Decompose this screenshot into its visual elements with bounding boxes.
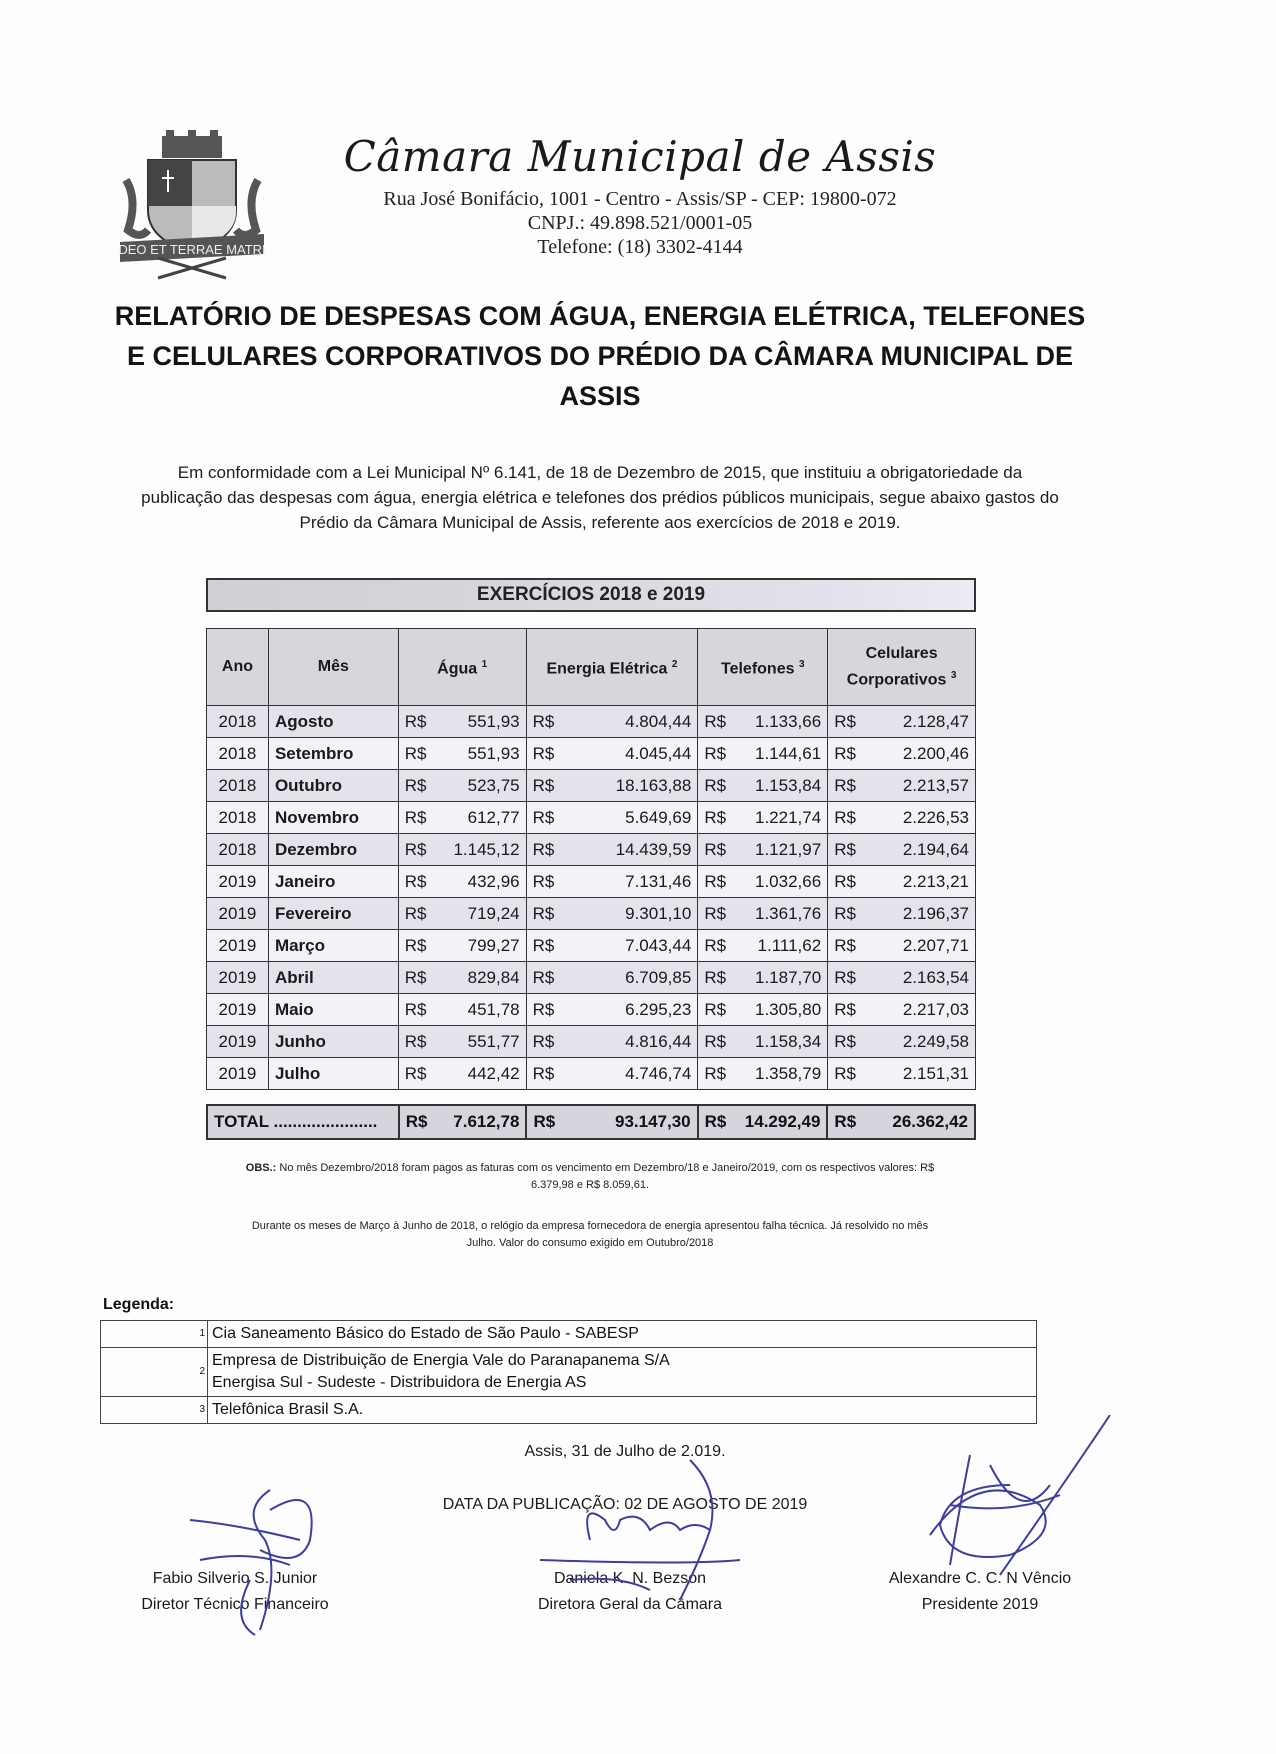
table-row: [207, 802, 976, 834]
signature-scribble-icon: [160, 1470, 360, 1640]
legend-ref: 3: [101, 1397, 208, 1424]
currency-symbol: R$: [704, 1112, 727, 1131]
total-value: 7.612,78: [453, 1112, 520, 1131]
cell-value: 451,78: [467, 999, 520, 1019]
footnote-ref: 2: [671, 658, 678, 670]
cell-value: 1.144,61: [755, 743, 822, 763]
cell-celulares: [828, 866, 976, 898]
currency-symbol: R$: [404, 743, 427, 763]
cell-value: 1.153,84: [755, 775, 822, 795]
note-text: Julho. Valor do consumo exigido em Outubro/2018: [466, 1237, 714, 1249]
table-row: [207, 994, 976, 1026]
currency-symbol: R$: [404, 839, 427, 859]
cell-telefones: [698, 706, 828, 738]
cell-value: 2.200,46: [902, 743, 969, 763]
currency-symbol: R$: [404, 1031, 427, 1051]
cell-agua: [398, 706, 526, 738]
cell-energia: [526, 738, 698, 770]
currency-symbol: R$: [404, 871, 427, 891]
currency-symbol: R$: [532, 839, 555, 859]
cell-celulares: [828, 834, 976, 866]
cell-energia: [526, 834, 698, 866]
currency-symbol: R$: [404, 807, 427, 827]
legend-text: Cia Saneamento Básico do Estado de São Paulo - SABESP: [208, 1321, 1037, 1348]
cell-value: 2.217,03: [902, 999, 969, 1019]
cell-value: 2.249,58: [902, 1031, 969, 1051]
signatory-name: Alexandre C. C. N Vêncio: [888, 1570, 1072, 1587]
signatory-role: Diretor Técnico Financeiro: [141, 1596, 329, 1613]
cell-value: 551,93: [467, 743, 520, 763]
currency-symbol: R$: [834, 871, 856, 891]
table-row: [207, 770, 976, 802]
currency-symbol: R$: [834, 999, 856, 1019]
signatory-name: Fabio Silverio S. Junior: [152, 1570, 318, 1587]
cell-mes: Junho: [268, 1026, 398, 1058]
currency-symbol: R$: [704, 743, 727, 763]
table-caption: EXERCÍCIOS 2018 e 2019: [206, 578, 976, 612]
column-header-agua: [398, 629, 526, 706]
cell-telefones: [698, 1026, 828, 1058]
currency-symbol: R$: [704, 1031, 727, 1051]
cell-value: 1.133,66: [755, 711, 822, 731]
cell-ano: 2019: [207, 930, 269, 962]
cell-ano: 2018: [207, 738, 269, 770]
cell-value: 7.131,46: [625, 871, 692, 891]
cell-mes: Março: [268, 930, 398, 962]
currency-symbol: R$: [404, 903, 427, 923]
cell-agua: [398, 930, 526, 962]
cell-value: 4.746,74: [625, 1063, 692, 1083]
cell-telefones: [698, 770, 828, 802]
cell-celulares: [828, 1026, 976, 1058]
cell-value: 2.226,53: [902, 807, 969, 827]
currency-symbol: R$: [704, 1063, 727, 1083]
organization-phone: Telefone: (18) 3302-4144: [537, 236, 743, 258]
cell-value: 1.221,74: [755, 807, 822, 827]
cell-value: 14.439,59: [615, 839, 692, 859]
currency-symbol: R$: [704, 967, 727, 987]
legend-line: Energisa Sul - Sudeste - Distribuidora de Energia AS: [212, 1374, 587, 1391]
coat-of-arms-logo: [118, 130, 266, 280]
cell-celulares: [828, 994, 976, 1026]
obs-text: No mês Dezembro/2018 foram pagos as faturas com os vencimento em Dezembro/18 e Janeiro/2019, com os respectivos valores: R$: [276, 1162, 935, 1174]
cell-value: 9.301,10: [625, 903, 692, 923]
report-title: [100, 296, 1100, 416]
currency-symbol: R$: [532, 935, 555, 955]
intro-line: Em conformidade com a Lei Municipal Nº 6.141, de 18 de Dezembro de 2015, que instituiu a obrigatoriedade da: [177, 463, 1023, 482]
total-row-table: [206, 1104, 976, 1140]
cell-value: 829,84: [467, 967, 520, 987]
cell-mes: Agosto: [268, 706, 398, 738]
intro-paragraph: [100, 460, 1100, 535]
energy-failure-note: [200, 1218, 980, 1252]
cell-energia: [526, 930, 698, 962]
cell-agua: [398, 738, 526, 770]
cell-agua: [398, 1058, 526, 1090]
logo-motto: DEO ET TERRAE MATRI: [118, 242, 266, 257]
table-row: [207, 898, 976, 930]
column-header-label: Corporativos: [846, 671, 947, 689]
cell-value: 1.111,62: [757, 935, 822, 955]
total-value: 14.292,49: [744, 1112, 821, 1131]
signatory-role: Diretora Geral da Câmara: [537, 1596, 723, 1613]
cell-value: 2.151,31: [902, 1063, 969, 1083]
currency-symbol: R$: [704, 839, 727, 859]
currency-symbol: R$: [532, 711, 555, 731]
cell-agua: [398, 770, 526, 802]
cell-agua: [398, 1026, 526, 1058]
cell-celulares: [828, 962, 976, 994]
cell-ano: 2019: [207, 1026, 269, 1058]
organization-address: Rua José Bonifácio, 1001 - Centro - Assis/SP - CEP: 19800-072: [383, 188, 897, 210]
currency-symbol: R$: [704, 775, 727, 795]
report-title-line: ASSIS: [559, 381, 641, 411]
currency-symbol: R$: [405, 1112, 428, 1131]
cell-value: 1.121,97: [755, 839, 822, 859]
table-row: [207, 1026, 976, 1058]
cell-agua: [398, 834, 526, 866]
currency-symbol: R$: [834, 775, 856, 795]
currency-symbol: R$: [404, 935, 427, 955]
cell-agua: [398, 802, 526, 834]
legend-title: Legenda:: [103, 1296, 175, 1313]
cell-celulares: [828, 738, 976, 770]
obs-note: [200, 1160, 980, 1194]
cell-energia: [526, 706, 698, 738]
cell-value: 4.816,44: [625, 1031, 692, 1051]
cell-telefones: [698, 930, 828, 962]
cell-energia: [526, 1058, 698, 1090]
total-value: 93.147,30: [614, 1112, 691, 1131]
cell-celulares: [828, 706, 976, 738]
cell-ano: 2019: [207, 962, 269, 994]
cell-ano: 2018: [207, 770, 269, 802]
currency-symbol: R$: [834, 1031, 856, 1051]
cell-mes: Julho: [268, 1058, 398, 1090]
cell-value: 1.032,66: [755, 871, 822, 891]
cell-ano: 2019: [207, 898, 269, 930]
total-value: 26.362,42: [892, 1112, 968, 1131]
cell-ano: 2019: [207, 866, 269, 898]
cell-value: 799,27: [467, 935, 520, 955]
column-header-label: Celulares: [865, 644, 938, 662]
organization-cnpj: CNPJ.: 49.898.521/0001-05: [527, 212, 753, 234]
cell-agua: [398, 866, 526, 898]
column-header-label: Energia Elétrica: [546, 660, 668, 678]
cell-value: 612,77: [467, 807, 520, 827]
intro-line: publicação das despesas com água, energia elétrica e telefones dos prédios públicos municipais, segue abaixo gastos do: [141, 488, 1059, 507]
legend-line: Empresa de Distribuição de Energia Vale do Paranapanema S/A: [212, 1352, 670, 1369]
column-header-label: Telefones: [720, 660, 795, 678]
cell-value: 2.213,57: [902, 775, 969, 795]
currency-symbol: R$: [834, 711, 856, 731]
cell-value: 551,77: [467, 1031, 520, 1051]
cell-ano: 2019: [207, 1058, 269, 1090]
cell-ano: 2018: [207, 834, 269, 866]
cell-value: 2.207,71: [902, 935, 969, 955]
cell-value: 1.361,76: [755, 903, 822, 923]
legend-ref: 2: [101, 1348, 208, 1397]
cell-energia: [526, 994, 698, 1026]
currency-symbol: R$: [532, 743, 555, 763]
currency-symbol: R$: [834, 807, 856, 827]
cell-mes: Janeiro: [268, 866, 398, 898]
cell-value: 6.295,23: [625, 999, 692, 1019]
currency-symbol: R$: [532, 807, 555, 827]
organization-name: Câmara Municipal de Assis: [343, 132, 937, 181]
cell-value: 1.187,70: [755, 967, 822, 987]
obs-text: 6.379,98 e R$ 8.059,61.: [530, 1179, 650, 1191]
cell-energia: [526, 866, 698, 898]
legend-table: [100, 1320, 1037, 1424]
cell-value: 1.158,34: [755, 1031, 822, 1051]
cell-ano: 2018: [207, 802, 269, 834]
intro-line: Prédio da Câmara Municipal de Assis, referente aos exercícios de 2018 e 2019.: [299, 513, 901, 532]
table-row: [207, 834, 976, 866]
cell-value: 2.194,64: [902, 839, 969, 859]
cell-celulares: [828, 898, 976, 930]
total-label: TOTAL ......................: [207, 1105, 399, 1139]
currency-symbol: R$: [532, 775, 555, 795]
currency-symbol: R$: [834, 935, 856, 955]
cell-value: 1.358,79: [755, 1063, 822, 1083]
report-title-line: RELATÓRIO DE DESPESAS COM ÁGUA, ENERGIA ELÉTRICA, TELEFONES: [114, 301, 1086, 331]
place-date: Assis, 31 de Julho de 2.019.: [524, 1443, 726, 1460]
column-header-ano: Ano: [207, 629, 269, 706]
currency-symbol: R$: [704, 807, 727, 827]
total-row: [207, 1105, 975, 1139]
currency-symbol: R$: [704, 935, 727, 955]
currency-symbol: R$: [704, 871, 727, 891]
currency-symbol: R$: [533, 1112, 556, 1131]
report-title-line: E CELULARES CORPORATIVOS DO PRÉDIO DA CÂMARA MUNICIPAL DE: [126, 341, 1074, 371]
cell-telefones: [698, 994, 828, 1026]
cell-energia: [526, 802, 698, 834]
cell-energia: [526, 770, 698, 802]
cell-telefones: [698, 866, 828, 898]
table-header-row: [207, 629, 976, 706]
cell-mes: Novembro: [268, 802, 398, 834]
column-header-mes: Mês: [268, 629, 398, 706]
cell-telefones: [698, 962, 828, 994]
column-header-energia: [526, 629, 698, 706]
cell-value: 7.043,44: [625, 935, 692, 955]
cell-value: 442,42: [467, 1063, 520, 1083]
cell-value: 6.709,85: [625, 967, 692, 987]
cell-value: 719,24: [467, 903, 520, 923]
table-row: [207, 706, 976, 738]
table-row: [207, 962, 976, 994]
cell-ano: 2019: [207, 994, 269, 1026]
cell-mes: Setembro: [268, 738, 398, 770]
currency-symbol: R$: [532, 871, 555, 891]
currency-symbol: R$: [404, 711, 427, 731]
cell-celulares: [828, 930, 976, 962]
cell-value: 551,93: [467, 711, 520, 731]
signature-scribble-icon: [480, 1430, 760, 1630]
currency-symbol: R$: [532, 903, 555, 923]
currency-symbol: R$: [834, 1112, 857, 1131]
cell-telefones: [698, 802, 828, 834]
currency-symbol: R$: [404, 775, 427, 795]
cell-energia: [526, 1026, 698, 1058]
cell-telefones: [698, 834, 828, 866]
currency-symbol: R$: [704, 711, 727, 731]
column-header-label: Água: [437, 660, 478, 678]
cell-energia: [526, 962, 698, 994]
currency-symbol: R$: [834, 839, 856, 859]
cell-telefones: [698, 738, 828, 770]
currency-symbol: R$: [532, 1063, 555, 1083]
cell-value: 4.804,44: [625, 711, 692, 731]
cell-ano: 2018: [207, 706, 269, 738]
currency-symbol: R$: [532, 967, 555, 987]
cell-telefones: [698, 898, 828, 930]
cell-telefones: [698, 1058, 828, 1090]
cell-mes: Fevereiro: [268, 898, 398, 930]
currency-symbol: R$: [834, 743, 856, 763]
footnote-ref: 3: [950, 669, 957, 681]
signature-scribble-icon: [890, 1415, 1130, 1595]
table-row: [207, 930, 976, 962]
cell-celulares: [828, 802, 976, 834]
cell-mes: Dezembro: [268, 834, 398, 866]
signatory-role: Presidente 2019: [921, 1596, 1039, 1613]
cell-value: 523,75: [467, 775, 520, 795]
currency-symbol: R$: [404, 999, 427, 1019]
currency-symbol: R$: [834, 967, 856, 987]
legend-row: [101, 1348, 1037, 1397]
total-agua: [399, 1105, 527, 1139]
column-header-celulares: [828, 629, 976, 706]
cell-value: 1.305,80: [755, 999, 822, 1019]
cell-value: 432,96: [467, 871, 520, 891]
cell-agua: [398, 962, 526, 994]
legend-text: [208, 1348, 1037, 1397]
cell-mes: Abril: [268, 962, 398, 994]
cell-agua: [398, 994, 526, 1026]
cell-energia: [526, 898, 698, 930]
cell-value: 1.145,12: [453, 839, 520, 859]
cell-value: 5.649,69: [625, 807, 692, 827]
currency-symbol: R$: [404, 1063, 427, 1083]
currency-symbol: R$: [704, 903, 727, 923]
currency-symbol: R$: [532, 1031, 555, 1051]
footnote-ref: 1: [481, 658, 488, 670]
cell-value: 2.128,47: [902, 711, 969, 731]
currency-symbol: R$: [834, 1063, 856, 1083]
cell-value: 2.213,21: [902, 871, 969, 891]
footnote-ref: 3: [798, 658, 805, 670]
cell-mes: Maio: [268, 994, 398, 1026]
note-text: Durante os meses de Março à Junho de 2018, o relógio da empresa fornecedora de energia apresentou falha técnica. Já resolvido no mês: [251, 1220, 929, 1232]
cell-celulares: [828, 770, 976, 802]
expenses-table: [206, 628, 976, 1090]
cell-agua: [398, 898, 526, 930]
total-telefones: [698, 1105, 828, 1139]
legend-ref: 1: [101, 1321, 208, 1348]
cell-celulares: [828, 1058, 976, 1090]
cell-mes: Outubro: [268, 770, 398, 802]
cell-value: 18.163,88: [615, 775, 692, 795]
legend-text: Telefônica Brasil S.A.: [208, 1397, 1037, 1424]
total-celulares: [827, 1105, 975, 1139]
legend-row: [101, 1321, 1037, 1348]
column-header-telefones: [698, 629, 828, 706]
obs-label: OBS.:: [245, 1162, 277, 1174]
currency-symbol: R$: [404, 967, 427, 987]
cell-value: 4.045,44: [625, 743, 692, 763]
signatory-name: Daniela K. N. Bezson: [553, 1570, 707, 1587]
table-row: [207, 738, 976, 770]
publication-date: DATA DA PUBLICAÇÃO: 02 DE AGOSTO DE 2019: [442, 1496, 808, 1513]
total-energia: [526, 1105, 697, 1139]
currency-symbol: R$: [834, 903, 856, 923]
cell-value: 2.163,54: [902, 967, 969, 987]
cell-value: 2.196,37: [902, 903, 969, 923]
currency-symbol: R$: [532, 999, 555, 1019]
currency-symbol: R$: [704, 999, 727, 1019]
table-row: [207, 1058, 976, 1090]
table-row: [207, 866, 976, 898]
